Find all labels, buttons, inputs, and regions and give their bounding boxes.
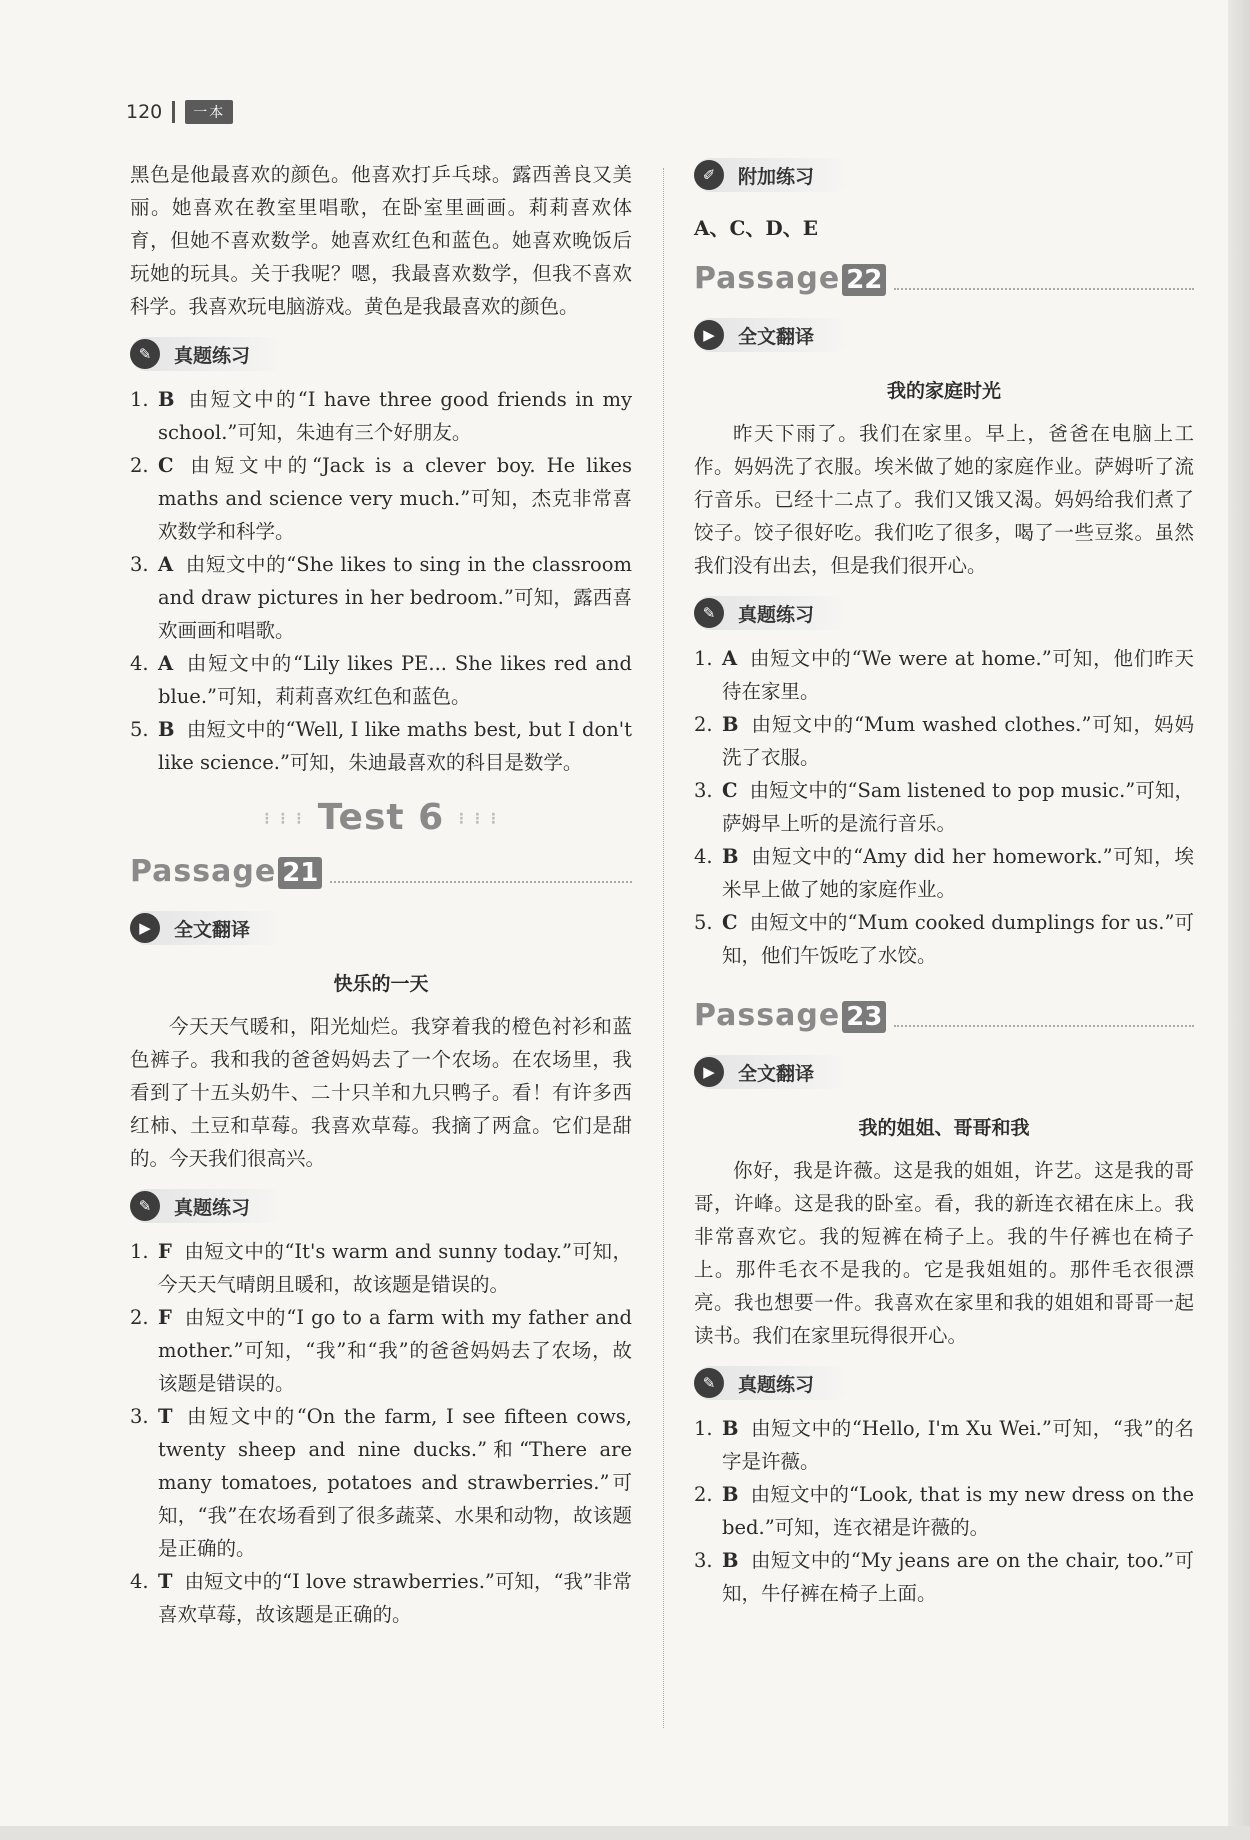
question-item (130, 383, 632, 449)
explanation: 由短文中的“Lily likes PE... She likes red and blue.”可知，莉莉喜欢红色和蓝色。 (158, 652, 632, 708)
story-22-title: 我的家庭时光 (886, 380, 1001, 402)
question-item (694, 906, 1194, 972)
question-item (694, 708, 1194, 774)
question-number: 5. (130, 718, 149, 741)
page-edge (1228, 0, 1250, 1840)
test-heading (130, 797, 632, 838)
dotted-rule (894, 1025, 1194, 1027)
question-number: 3. (130, 553, 149, 576)
explanation: 由短文中的“I go to a farm with my father and mother.”可知，“我”和“我”的爸爸妈妈去了农场，故该题是错误的。 (158, 1306, 632, 1395)
passage-number: 21 (278, 857, 322, 889)
translation-tag-21 (130, 911, 286, 945)
question-item (694, 774, 1194, 840)
pencil-icon: ✎ (130, 339, 160, 369)
answer-letter: T (158, 1570, 173, 1593)
question-item (130, 449, 632, 548)
practice-tag-4 (694, 1366, 850, 1400)
question-item (130, 548, 632, 647)
question-item (130, 713, 632, 779)
dotted-rule (330, 881, 632, 883)
pencil-icon: ✎ (694, 598, 724, 628)
answer-letter: A (158, 553, 174, 576)
answer-letter: B (722, 1549, 739, 1572)
translation-tag-23 (694, 1055, 850, 1089)
translation-tag-label: 全文翻译 (738, 325, 815, 348)
practice-list-3 (694, 642, 1194, 972)
question-number: 4. (130, 1570, 149, 1593)
question-number: 5. (694, 911, 713, 934)
question-number: 3. (694, 1549, 713, 1572)
question-item (694, 1412, 1194, 1478)
question-item (694, 642, 1194, 708)
explanation: 由短文中的“Mum washed clothes.”可知，妈妈洗了衣服。 (722, 713, 1194, 769)
passage-23-heading (694, 998, 1194, 1033)
column-divider (663, 168, 664, 1728)
practice-tag-label: 真题练习 (174, 1196, 251, 1219)
page-header (126, 100, 233, 124)
answer-letter: A (158, 652, 174, 675)
explanation: 由短文中的“My jeans are on the chair, too.”可知，牛仔裤在椅子上面。 (722, 1549, 1194, 1605)
brand-logo: 一本 (185, 100, 233, 124)
answer-letter: C (722, 779, 738, 802)
practice-tag-2 (130, 1189, 286, 1223)
extra-practice-tag (694, 158, 850, 192)
extra-practice-label: 附加练习 (738, 165, 815, 188)
explanation: 由短文中的“Sam listened to pop music.”可知，萨姆早上听的是流行音乐。 (722, 779, 1194, 835)
question-item (694, 1544, 1194, 1610)
explanation: 由短文中的“Amy did her homework.”可知，埃米早上做了她的家庭作业。 (722, 845, 1194, 901)
answer-letter: B (722, 1417, 739, 1440)
answer-letter: F (158, 1240, 172, 1263)
page-number: 120 (126, 101, 163, 123)
question-number: 2. (130, 454, 149, 477)
question-number: 2. (694, 713, 713, 736)
explanation: 由短文中的“On the farm, I see fifteen cows, twenty sheep and nine ducks.”和“There are many tomatoes, potatoes and strawberries.”可知，“我”在农场看到了很多蔬菜、水果和动物，故该题是正确的。 (158, 1405, 632, 1560)
translation-tag-22 (694, 318, 850, 352)
practice-tag-label: 真题练习 (174, 344, 251, 367)
explanation: 由短文中的“Jack is a clever boy. He likes maths and science very much.”可知，杰克非常喜欢数学和科学。 (158, 454, 632, 543)
question-item (130, 1301, 632, 1400)
question-number: 1. (130, 388, 149, 411)
decor-dots: ⋮⋮⋮ (454, 811, 503, 827)
explanation: 由短文中的“Hello, I'm Xu Wei.”可知，“我”的名字是许薇。 (722, 1417, 1194, 1473)
question-item (130, 1235, 632, 1301)
story-23-text: 你好，我是许薇。这是我的姐姐，许艺。这是我的哥哥，许峰。这是我的卧室。看，我的新连衣裙在床上。我非常喜欢它。我的短裤在椅子上。我的牛仔裤也在椅子上。那件毛衣不是我的。它是我姐姐的。那件毛衣很漂亮。我也想要一件。我喜欢在家里和我的姐姐和哥哥一起读书。我们在家里玩得很开心。 (694, 1159, 1194, 1347)
answer-letter: A (722, 647, 738, 670)
explanation: 由短文中的“I love strawberries.”可知，“我”非常喜欢草莓，故该题是正确的。 (158, 1570, 632, 1626)
answer-letter: B (722, 845, 739, 868)
passage-number: 23 (842, 1001, 886, 1033)
answer-letter: B (158, 388, 175, 411)
extra-answers: A、C、D、E (694, 216, 819, 240)
question-item (694, 840, 1194, 906)
translation-tag-label: 全文翻译 (174, 918, 251, 941)
pencil-icon: ✎ (130, 1191, 160, 1221)
question-number: 1. (694, 1417, 713, 1440)
question-number: 4. (130, 652, 149, 675)
answer-letter: T (158, 1405, 173, 1428)
header-divider (172, 101, 175, 123)
story-21-text: 今天天气暖和，阳光灿烂。我穿着我的橙色衬衫和蓝色裤子。我和我的爸爸妈妈去了一个农场。在农场里，我看到了十五头奶牛、二十只羊和九只鸭子。看！有许多西红柿、土豆和草莓。我喜欢草莓。我摘了两盒。它们是甜的。今天我们很高兴。 (130, 1015, 632, 1170)
question-number: 2. (130, 1306, 149, 1329)
left-column (130, 158, 632, 1631)
explanation: 由短文中的“She likes to sing in the classroom and draw pictures in her bedroom.”可知，露西喜欢画画和唱歌。 (158, 553, 632, 642)
explanation: 由短文中的“We were at home.”可知，他们昨天待在家里。 (722, 647, 1194, 703)
answer-letter: B (722, 1483, 739, 1506)
practice-tag-label: 真题练习 (738, 603, 815, 626)
answer-letter: C (158, 454, 174, 477)
answer-letter: F (158, 1306, 172, 1329)
explanation: 由短文中的“Look, that is my new dress on the bed.”可知，连衣裙是许薇的。 (722, 1483, 1194, 1539)
explanation: 由短文中的“Well, I like maths best, but I don't like science.”可知，朱迪最喜欢的科目是数学。 (158, 718, 632, 774)
question-number: 1. (694, 647, 713, 670)
practice-list-4 (694, 1412, 1194, 1610)
passage-number: 22 (842, 264, 886, 296)
test-title: Test 6 (317, 797, 445, 838)
story-21-title: 快乐的一天 (333, 973, 429, 995)
question-number: 3. (694, 779, 713, 802)
question-item (694, 1478, 1194, 1544)
practice-list-2 (130, 1235, 632, 1631)
passage-word: Passage (130, 854, 277, 889)
practice-list-1 (130, 383, 632, 779)
question-number: 3. (130, 1405, 149, 1428)
play-icon: ▶ (130, 913, 160, 943)
question-item (130, 1565, 632, 1631)
answer-letter: C (722, 911, 738, 934)
answer-letter: B (722, 713, 739, 736)
question-number: 2. (694, 1483, 713, 1506)
story-22-text: 昨天下雨了。我们在家里。早上，爸爸在电脑上工作。妈妈洗了衣服。埃米做了她的家庭作业。萨姆听了流行音乐。已经十二点了。我们又饿又渴。妈妈给我们煮了饺子。饺子很好吃。我们吃了很多，喝了一些豆浆。虽然我们没有出去，但是我们很开心。 (694, 422, 1194, 577)
decor-dots: ⋮⋮⋮ (259, 811, 308, 827)
story-23-title: 我的姐姐、哥哥和我 (858, 1117, 1030, 1139)
intro-paragraph: 黑色是他最喜欢的颜色。他喜欢打乒乓球。露西善良又美丽。她喜欢在教室里唱歌，在卧室里画画。莉莉喜欢体育，但她不喜欢数学。她喜欢红色和蓝色。她喜欢晚饭后玩她的玩具。关于我呢？嗯，我最喜欢数学，但我不喜欢科学。我喜欢玩电脑游戏。黄色是我最喜欢的颜色。 (130, 163, 632, 318)
question-number: 4. (694, 845, 713, 868)
question-number: 1. (130, 1240, 149, 1263)
practice-tag-3 (694, 596, 850, 630)
pencil-icon: ✎ (694, 1368, 724, 1398)
right-column (694, 158, 1194, 1610)
question-item (130, 647, 632, 713)
question-item (130, 1400, 632, 1565)
practice-tag-1 (130, 337, 286, 371)
translation-tag-label: 全文翻译 (738, 1062, 815, 1085)
answer-letter: B (158, 718, 175, 741)
passage-21-heading (130, 854, 632, 889)
play-icon: ▶ (694, 1057, 724, 1087)
explanation: 由短文中的“It's warm and sunny today.”可知，今天天气晴朗且暖和，故该题是错误的。 (158, 1240, 632, 1296)
practice-tag-label: 真题练习 (738, 1373, 815, 1396)
pen-icon: ✐ (694, 160, 724, 190)
passage-word: Passage (694, 998, 841, 1033)
play-icon: ▶ (694, 320, 724, 350)
passage-word: Passage (694, 261, 841, 296)
dotted-rule (894, 288, 1194, 290)
passage-22-heading (694, 261, 1194, 296)
page-bottom-edge (0, 1826, 1250, 1840)
explanation: 由短文中的“I have three good friends in my school.”可知，朱迪有三个好朋友。 (158, 388, 632, 444)
explanation: 由短文中的“Mum cooked dumplings for us.”可知，他们午饭吃了水饺。 (722, 911, 1194, 967)
